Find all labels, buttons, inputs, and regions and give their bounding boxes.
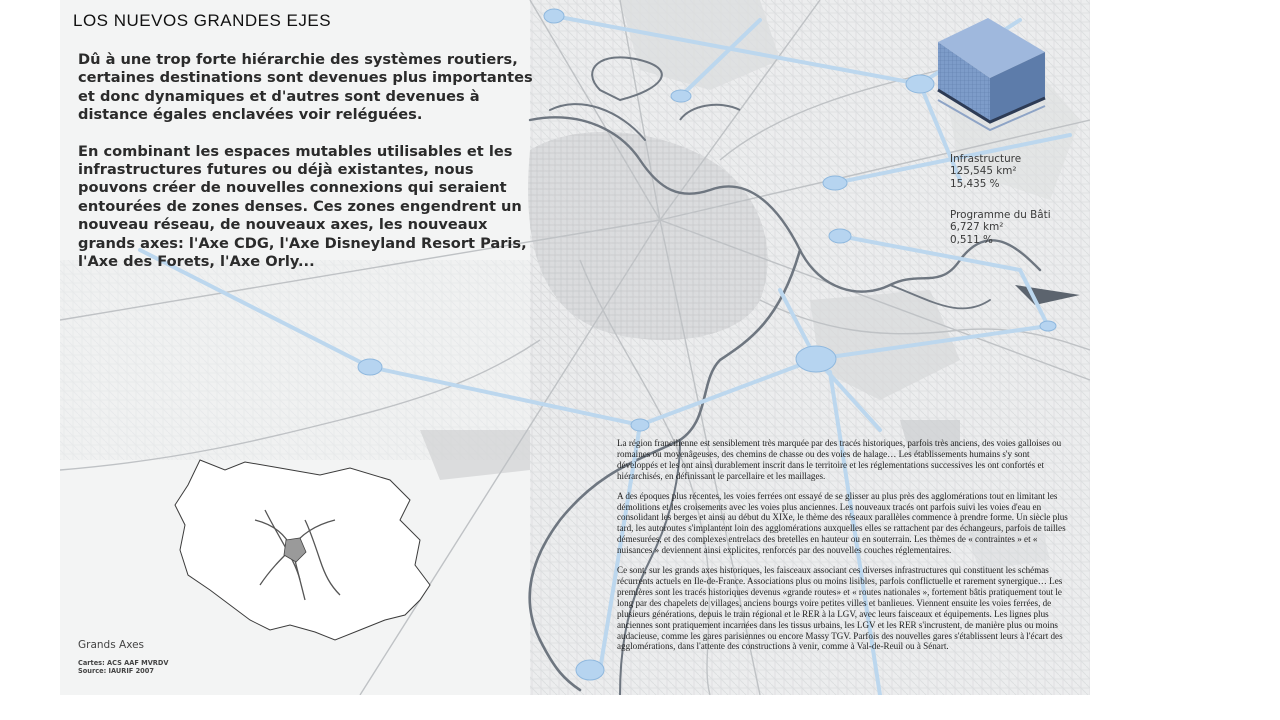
body-paragraph: Ce sont, sur les grands axes historiques, les faisceaux associant ces diverses infrastructures qui constituent les schémas récurrents actuels en Ile-de-France. Associations plus ou moins lisibles, parfois conflictuelle et rarement synergique… Les premières sont les tracés historiques devenus «grande routes» et « routes nationales », fortement bâtis pratiquement tout le long par des chapelets de villages, anciens bourgs voire petites villes et banlieues. Viennent ensuite les voies ferrées, de plusieurs générations, depuis le train régional et le RER à la LGV, avec leurs faisceaux et équipements. Les lignes plus anciennes sont pratiquement incarnées dans les tissus urbains, les LGV et les RER s'incrustent, de manière plus ou moins audacieuse, comme les gares parisiennes ou encore Massy TGV. Parfois des nouvelles gares s'établissent leurs à l'écart des agglomérations, dans l'attente des constructions à venir, comme à Val-de-Reuil ou à Sénart.	[617, 565, 1063, 652]
stat-programme	[950, 209, 1051, 246]
body-paragraph: A des époques plus récentes, les voies ferrées ont essayé de se glisser au plus près des agglomérations tout en limitant les démolitions et les croisements avec les voies plus anciennes. Les nouveaux tracés ont parfois suivi les voies d'eau en consolidant les berges et ainsi au début du XIXe, le thème des réseaux parallèles commence à prendre forme. Un siècle plus tard, les autoroutes s'implantent loin des agglomérations auxquelles elles se rattachent par des échangeurs, parfois de tailles démesurées, et des complexes entrelacs des bretelles en hauteur ou en souterrain. Les thèmes de « contraintes » et « nuisances » deviennent ainsi explicites, renforcés par des nouvelles couches réglementaires.	[617, 490, 1068, 556]
stat-label: Programme du Bâti	[950, 209, 1051, 221]
intro-paragraph: Dû à une trop forte hiérarchie des systèmes routiers, certaines destinations sont devenues plus importantes et donc dynamiques et d'autres sont devenues à distance égales enclavées voir reléguées.	[78, 51, 533, 124]
body-text-block	[617, 438, 1072, 661]
stat-percent: 15,435 %	[950, 177, 1000, 190]
axis-node	[906, 75, 934, 93]
body-paragraph: La région francilienne est sensiblement très marquée par des tracés historiques, parfois très anciens, des voies galloises ou romaines ou moyenâgeuses, des chemins de chasse ou des voies de halage… Les établissements humains s'y sont développés et les ont ainsi durablement inscrit dans le territoire et les réglementations successives les ont confortés et hiérarchisés, en définissant le parcellaire et les maillages.	[617, 438, 1062, 481]
axis-node	[358, 359, 382, 375]
stat-infrastructure	[950, 153, 1021, 190]
stat-area: 6,727 km²	[950, 221, 1004, 234]
axis-node	[631, 419, 649, 431]
slide-title: LOS NUEVOS GRANDES EJES	[73, 11, 332, 30]
map-caption-title: Grands Axes	[78, 639, 145, 651]
axis-node	[1040, 321, 1056, 331]
axis-node	[576, 660, 604, 680]
stat-area: 125,545 km²	[950, 165, 1017, 178]
axis-node	[671, 90, 691, 102]
map-caption-credits	[78, 659, 168, 675]
axis-node	[544, 9, 564, 23]
axis-node	[796, 346, 836, 372]
intro-text-block	[78, 51, 548, 289]
axis-node	[829, 229, 851, 243]
credits-line: Cartes: ACS AAF MVRDV	[78, 659, 169, 667]
intro-paragraph: En combinant les espaces mutables utilisables et les infrastructures futures ou déjà existantes, nous pouvons créer de nouvelles connexions qui seraient entourées de zones denses. Ces zones engendrent un nouveau réseau, de nouveaux axes, les nouveaux grands axes: l'Axe CDG, l'Axe Disneyland Resort Paris, l'Axe des Forets, l'Axe Orly...	[78, 142, 527, 271]
stat-label: Infrastructure	[950, 153, 1022, 165]
stat-percent: 0,511 %	[950, 233, 993, 246]
credits-line: Source: IAURIF 2007	[78, 667, 154, 676]
axis-node	[823, 176, 847, 190]
